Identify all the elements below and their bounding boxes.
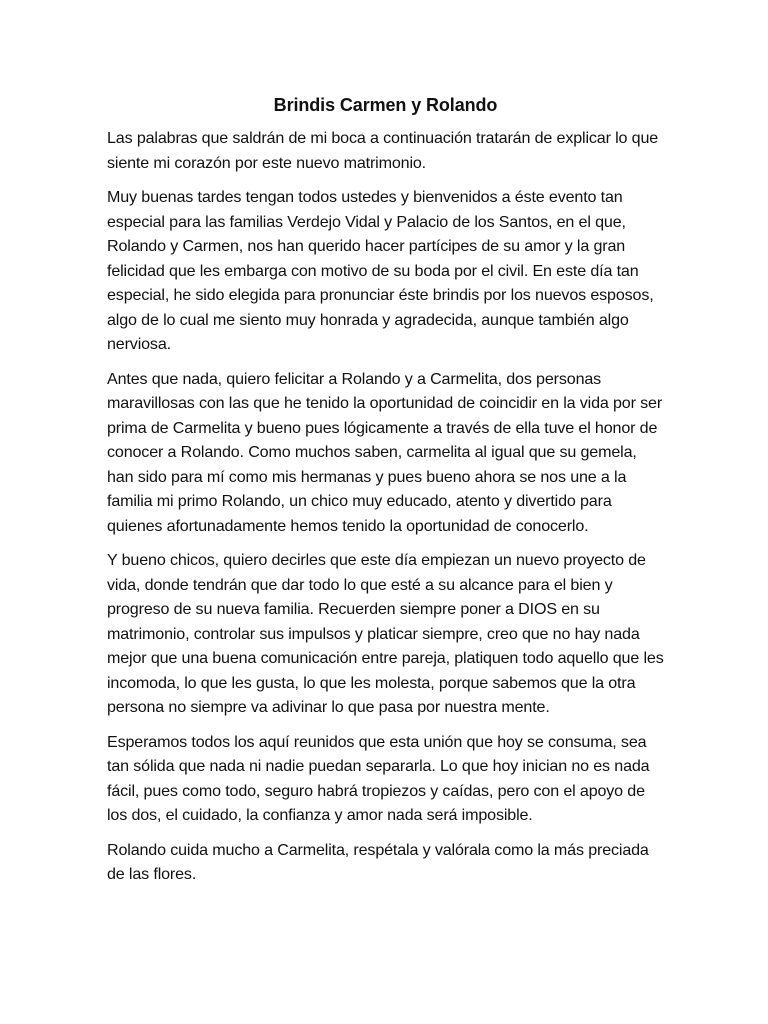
paragraph-wishes: Esperamos todos los aquí reunidos que esta unión que hoy se consuma, sea tan sólida que nada ni nadie puedan separarla. Lo que hoy inician no es nada fácil, pues como todo, seguro habrá tropiezos y caídas, pero con el apoyo de los dos, el cuidado, la confianza y amor nada será imposible. bbox=[107, 732, 650, 824]
paragraph-welcome: Muy buenas tardes tengan todos ustedes y bienvenidos a éste evento tan especial para las familias Verdejo Vidal y Palacio de los Santos, en el que, Rolando y Carmen, nos han querido hacer partícipes de su amor y la gran felicidad que les embarga con motivo de su boda por el civil. En este día tan especial, he sido elegida para pronunciar éste brindis por los nuevos esposos, algo de lo cual me siento muy honrada y agradecida, aunque también algo nerviosa. bbox=[107, 188, 654, 353]
paragraph-advice: Y bueno chicos, quiero decirles que este día empiezan un nuevo proyecto de vida, donde tendrán que dar todo lo que esté a su alcance para el bien y progreso de su nueva familia. Recuerden siempre poner a DIOS en su matrimonio, controlar sus impulsos y platicar siempre, creo que no hay nada mejor que una buena comunicación entre pareja, platiquen todo aquello que les incomoda, lo que les gusta, lo que les molesta, porque sabemos que la otra persona no siempre va adivinar lo que pasa por nuestra mente. bbox=[107, 551, 664, 716]
paragraph-congratulations: Antes que nada, quiero felicitar a Rolando y a Carmelita, dos personas maravillosas con las que he tenido la oportunidad de coincidir en la vida por ser prima de Carmelita y bueno pues lógicamente a través de ella tuve el honor de conocer a Rolando. Como muchos saben, carmelita al igual que su gemela, han sido para mí como mis hermanas y pues bueno ahora se nos une a la familia mi primo Rolando, un chico muy educado, atento y divertido para quienes afortunadamente hemos tenido la oportunidad de conocerlo. bbox=[107, 369, 663, 535]
document-title: Brindis Carmen y Rolando bbox=[273, 95, 498, 115]
paragraph-closing: Rolando cuida mucho a Carmelita, respétala y valórala como la más preciada de las flores. bbox=[107, 840, 649, 883]
paragraph-intro: Las palabras que saldrán de mi boca a continuación tratarán de explicar lo que siente mi corazón por este nuevo matrimonio. bbox=[107, 129, 659, 172]
